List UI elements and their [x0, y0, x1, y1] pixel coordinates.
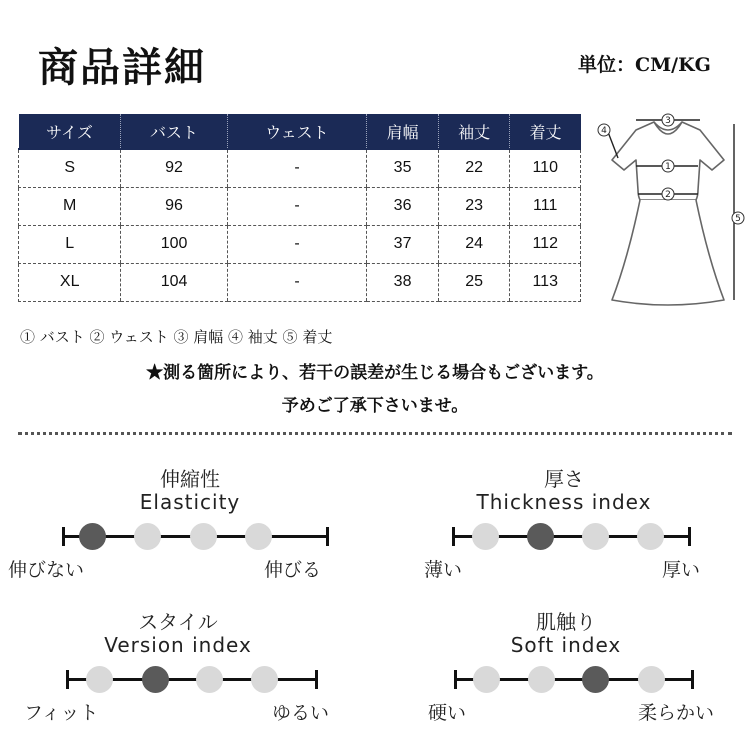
scale-title-en: Thickness index: [476, 490, 652, 514]
scale-start-tick: [62, 527, 65, 546]
table-cell: L: [19, 225, 121, 263]
header-size: サイズ: [19, 114, 121, 149]
table-cell: -: [227, 225, 367, 263]
table-cell: 25: [438, 263, 510, 301]
header-length: 着丈: [510, 114, 581, 149]
scale-dot-selected: [142, 666, 169, 693]
scale-start-tick: [452, 527, 455, 546]
table-cell: 92: [121, 149, 227, 187]
scale-title-en: Elasticity: [139, 490, 241, 514]
scale-start-tick: [66, 670, 69, 689]
scale-dot: [245, 523, 272, 550]
scale-dot: [190, 523, 217, 550]
scale-low-label: 硬い: [428, 702, 467, 724]
scale-start-tick: [454, 670, 457, 689]
scale-dot: [472, 523, 499, 550]
header-waist: ウェスト: [227, 114, 367, 149]
header-shoulder: 肩幅: [367, 114, 439, 149]
table-cell: 100: [121, 225, 227, 263]
table-cell: 38: [367, 263, 439, 301]
diagram-marker-1: 1: [665, 162, 671, 172]
scale-title-en: Version index: [104, 633, 252, 657]
table-row: [19, 263, 581, 301]
table-row: [19, 187, 581, 225]
table-header-row: [19, 114, 581, 149]
scale-title-jp: 肌触り: [536, 610, 596, 634]
disclaimer-line-1: ★測る箇所により、若干の誤差が生じる場合もございます。: [146, 363, 604, 383]
table-cell: M: [19, 187, 121, 225]
diagram-marker-4: 4: [601, 126, 607, 136]
scale-dot: [528, 666, 555, 693]
scale-title-jp: 厚さ: [544, 467, 584, 491]
thickness-scale: [404, 463, 724, 593]
header-bust: バスト: [121, 114, 227, 149]
disclaimer-line-2: 予めご了承下さいませ。: [281, 396, 469, 416]
table-cell: 111: [510, 187, 581, 225]
scale-high-label: 伸びる: [264, 559, 322, 581]
table-cell: S: [19, 149, 121, 187]
table-cell: 36: [367, 187, 439, 225]
version-scale: [18, 606, 338, 736]
scale-end-tick: [315, 670, 318, 689]
table-cell: 24: [438, 225, 510, 263]
table-cell: 22: [438, 149, 510, 187]
table-row: [19, 225, 581, 263]
scale-end-tick: [688, 527, 691, 546]
scale-high-label: ゆるい: [272, 702, 330, 724]
table-row: [19, 149, 581, 187]
dotted-divider: [18, 432, 732, 435]
measurement-legend: ① バスト ② ウェスト ③ 肩幅 ④ 袖丈 ⑤ 着丈: [20, 328, 333, 346]
table-cell: 37: [367, 225, 439, 263]
page-title: 商品詳細: [38, 44, 206, 91]
scale-high-label: 厚い: [662, 559, 701, 581]
scale-dot: [134, 523, 161, 550]
scale-end-tick: [326, 527, 329, 546]
table-cell: 23: [438, 187, 510, 225]
scale-low-label: 伸びない: [8, 559, 85, 581]
scale-dot: [638, 666, 665, 693]
scale-dot-selected: [582, 666, 609, 693]
scale-dot: [251, 666, 278, 693]
table-cell: XL: [19, 263, 121, 301]
table-cell: 96: [121, 187, 227, 225]
table-cell: -: [227, 187, 367, 225]
size-table: [18, 114, 581, 302]
diagram-marker-3: 3: [665, 116, 671, 126]
elasticity-scale: [8, 463, 350, 593]
scale-dot: [582, 523, 609, 550]
dress-measurement-diagram: [588, 108, 748, 318]
scale-dot: [86, 666, 113, 693]
scale-title-jp: 伸縮性: [160, 467, 220, 491]
table-cell: 113: [510, 263, 581, 301]
diagram-marker-5: 5: [735, 214, 741, 224]
scale-dot-selected: [79, 523, 106, 550]
scale-low-label: フィット: [24, 702, 99, 724]
scale-dot: [637, 523, 664, 550]
scale-dot-selected: [527, 523, 554, 550]
table-cell: 110: [510, 149, 581, 187]
scale-high-label: 柔らかい: [638, 702, 715, 724]
scale-title-jp: スタイル: [138, 610, 218, 634]
scale-low-label: 薄い: [424, 559, 463, 581]
table-cell: 35: [367, 149, 439, 187]
table-cell: 104: [121, 263, 227, 301]
scale-dot: [196, 666, 223, 693]
scale-dot: [473, 666, 500, 693]
header-sleeve: 袖丈: [438, 114, 510, 149]
unit-label: 単位：CM/KG: [578, 54, 711, 76]
softness-scale: [406, 606, 726, 736]
table-cell: -: [227, 149, 367, 187]
scale-end-tick: [691, 670, 694, 689]
table-cell: -: [227, 263, 367, 301]
diagram-marker-2: 2: [665, 190, 671, 200]
scale-title-en: Soft index: [510, 633, 622, 657]
table-cell: 112: [510, 225, 581, 263]
